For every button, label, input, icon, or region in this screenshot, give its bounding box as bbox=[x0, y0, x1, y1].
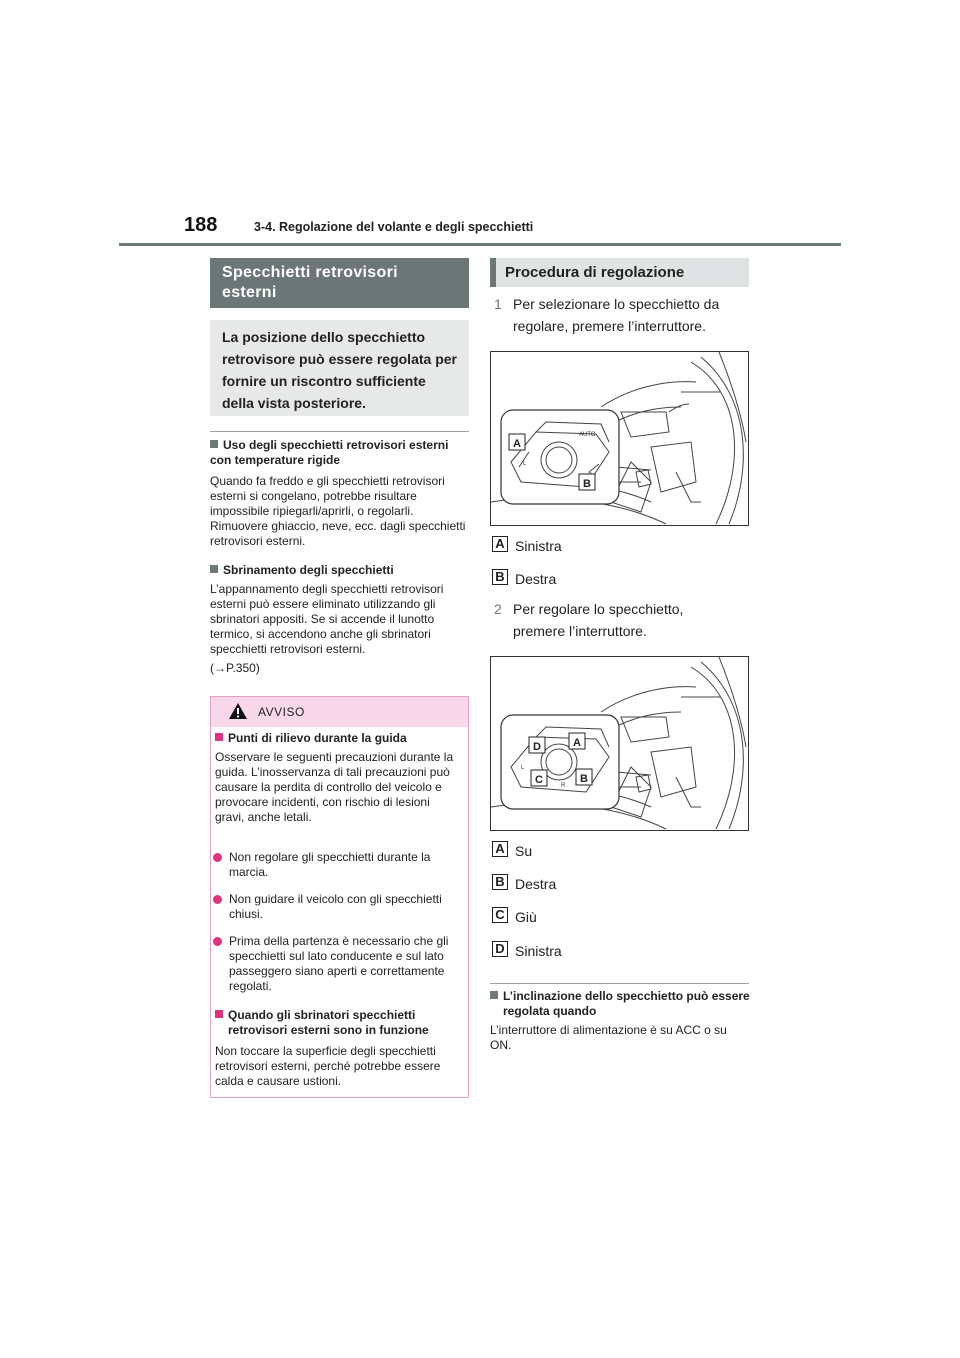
legend-key-c: C bbox=[492, 907, 508, 923]
warning-bullet-1 bbox=[213, 850, 463, 880]
square-bullet-icon bbox=[490, 991, 498, 999]
warning-bullet-2 bbox=[213, 892, 463, 922]
square-bullet-icon bbox=[210, 440, 218, 448]
defog-heading bbox=[210, 563, 469, 578]
step-2-number: 2 bbox=[494, 601, 502, 617]
step-1-number: 1 bbox=[494, 296, 502, 312]
defog-page-ref[interactable]: (→P.350) bbox=[210, 661, 260, 675]
warning-label: AVVISO bbox=[258, 705, 305, 719]
legend-key-d: D bbox=[492, 941, 508, 957]
fig2-callout-d: D bbox=[533, 741, 541, 753]
warning-triangle-icon bbox=[228, 702, 248, 720]
warning-bullet-text: Non guidare il veicolo con gli specchietti chiusi. bbox=[229, 892, 442, 921]
divider bbox=[210, 431, 469, 432]
intro-box: La posizione dello specchietto retrovisore può essere regolata per fornire un riscontro sufficiente della vista posteriore. bbox=[210, 320, 469, 416]
switch-l-label: L bbox=[523, 461, 527, 467]
legend-text-sinistra: Sinistra bbox=[515, 538, 562, 554]
note-text: L’interruttore di alimentazione è su ACC o su ON. bbox=[490, 1023, 727, 1052]
figure-mirror-adjust-switch bbox=[490, 656, 749, 831]
step-2-text: Per regolare lo specchietto, premere l’interruttore. bbox=[513, 601, 684, 639]
fig2-callout-c: C bbox=[535, 774, 543, 786]
drive-heading-text: Punti di rilievo durante la guida bbox=[228, 731, 407, 745]
defog-text: L’appannamento degli specchietti retrovisori esterni può essere eliminato utilizzando gli sbrinatori appositi. Se si accende il lunotto termico, si accendono anche gli sbrinatori specchietti retrovisori esterni. bbox=[210, 582, 444, 656]
dot-bullet-icon bbox=[213, 895, 222, 904]
square-bullet-icon bbox=[215, 733, 223, 741]
fig2-callout-b: B bbox=[580, 773, 588, 785]
drive-text: Osservare le seguenti precauzioni durante la guida. L’inosservanza di tali precauzioni può causare la perdita di controllo del veicolo e provocare incidenti, con rischio di lesioni gravi, anche letali. bbox=[215, 750, 454, 824]
section-heading-procedure: Procedura di regolazione bbox=[490, 258, 749, 287]
switch-r-label: R bbox=[561, 783, 566, 789]
legend-key-b: B bbox=[492, 874, 508, 890]
legend-text-destra: Destra bbox=[515, 876, 557, 892]
heater-heading bbox=[215, 1008, 478, 1038]
warning-bullet-text: Non regolare gli specchietti durante la marcia. bbox=[229, 850, 431, 879]
fig1-callout-a: A bbox=[513, 438, 521, 450]
square-bullet-icon bbox=[210, 565, 218, 573]
dot-bullet-icon bbox=[213, 937, 222, 946]
dashboard-illustration bbox=[491, 352, 748, 525]
warning-bullet-text: Prima della partenza è necessario che gli specchietti sul lato conducente e sul lato passeggero siano aperti e correttamente regolati. bbox=[229, 934, 449, 993]
page-number: 188 bbox=[184, 214, 218, 236]
divider bbox=[490, 983, 749, 984]
heater-heading-text: Quando gli sbrinatori specchietti retrovisori esterni sono in funzione bbox=[228, 1008, 429, 1037]
switch-auto-label: AUTO bbox=[579, 432, 596, 438]
legend-key-a: A bbox=[492, 536, 508, 552]
legend-key-a: A bbox=[492, 841, 508, 857]
legend-text-su: Su bbox=[515, 843, 533, 859]
figure-mirror-select-switch bbox=[490, 351, 749, 526]
fig1-callout-b: B bbox=[583, 478, 591, 490]
legend-text-destra: Destra bbox=[515, 571, 557, 587]
step-1-text: Per selezionare lo specchietto da regolare, premere l’interruttore. bbox=[513, 296, 720, 334]
note-heading-text: L’inclinazione dello specchietto può essere regolata quando bbox=[503, 989, 750, 1018]
legend-text-sinistra: Sinistra bbox=[515, 943, 562, 959]
warning-bullet-3 bbox=[213, 934, 463, 994]
note-heading bbox=[490, 989, 762, 1019]
legend-text-giu: Giù bbox=[515, 909, 537, 925]
defog-heading-text: Sbrinamento degli specchietti bbox=[223, 563, 394, 577]
dot-bullet-icon bbox=[213, 853, 222, 862]
heater-text: Non toccare la superficie degli specchietti retrovisori esterni, perché potrebbe essere calda e causare ustioni. bbox=[215, 1044, 441, 1088]
section-heading-mirrors: Specchietti retrovisori esterni bbox=[210, 258, 469, 308]
legend-key-b: B bbox=[492, 569, 508, 585]
cold-heading-text: Uso degli specchietti retrovisori esterni con temperature rigide bbox=[210, 438, 449, 467]
dashboard-illustration bbox=[491, 657, 748, 830]
cold-heading bbox=[210, 438, 469, 468]
warning-header-band bbox=[211, 697, 468, 727]
fig2-callout-a: A bbox=[573, 737, 581, 749]
cold-text: Quando fa freddo e gli specchietti retrovisori esterni si congelano, potrebbe risultare impossibile ripiegarli/aprirli, o regolarli. Rimuovere ghiaccio, neve, ecc. dagli specchietti retrovisori esterni. bbox=[210, 474, 466, 548]
square-bullet-icon bbox=[215, 1010, 223, 1018]
header-rule bbox=[119, 243, 841, 246]
section-title: 3-4. Regolazione del volante e degli specchietti bbox=[254, 220, 534, 234]
switch-l-label: L bbox=[521, 765, 525, 771]
drive-heading bbox=[215, 731, 465, 746]
